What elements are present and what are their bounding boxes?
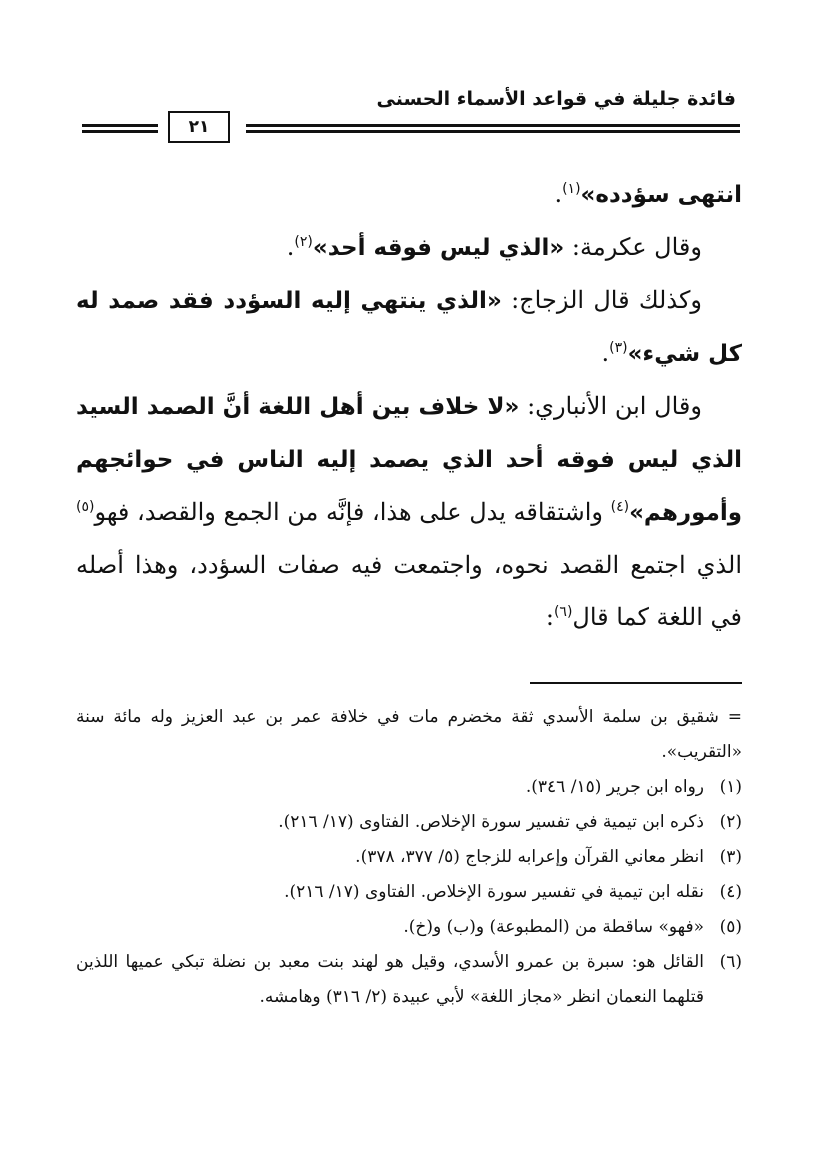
footnote-ref-1: (١) — [562, 181, 581, 197]
paragraph-zajjaj — [76, 274, 742, 380]
punct: . — [286, 233, 295, 261]
footnote-item — [76, 770, 742, 805]
footnote-ref-3: (٣) — [609, 340, 628, 356]
paragraph-ikrima — [76, 221, 742, 274]
body-text-segment: واشتقاقه يدل على هذا، فإنَّه من الجمع والقصد، فهو — [94, 498, 611, 526]
footnote-ref-4: (٤) — [610, 499, 630, 515]
footnote-number: (٥) — [719, 917, 742, 937]
paragraph-1 — [76, 168, 742, 221]
lead-text: وقال عكرمة: — [564, 233, 702, 261]
footnote-text: نقله ابن تيمية في تفسير سورة الإخلاص. الفتاوى (١٧/ ٢١٦). — [284, 882, 704, 902]
punct: . — [601, 339, 610, 367]
footnote-text: ذكره ابن تيمية في تفسير سورة الإخلاص. الفتاوى (١٧/ ٢١٦). — [278, 812, 704, 832]
footnote-item — [76, 805, 742, 840]
punct: : — [545, 603, 554, 631]
lead-text: وكذلك قال الزجاج: — [501, 286, 702, 314]
footnote-ref-2: (٢) — [294, 234, 313, 250]
footnote-item — [76, 945, 742, 1015]
body-text-segment: الذي اجتمع القصد نحوه، واجتمعت فيه صفات السؤدد، وهذا أصله في اللغة كما قال — [76, 551, 742, 631]
footnote-number: (٦) — [719, 952, 742, 972]
quote-zajjaj: «الذي ينتهي إليه السؤدد فقد صمد له كل شيء» — [76, 288, 742, 367]
footnote-item — [76, 840, 742, 875]
page-number: ٢١ — [168, 111, 230, 143]
quote-ikrima: «الذي ليس فوقه أحد» — [312, 235, 565, 261]
footnote-number: (١) — [719, 777, 742, 797]
header-rule-left — [82, 124, 158, 136]
footnote-ref-5: (٥) — [76, 499, 95, 515]
footnote-text: انظر معاني القرآن وإعرابه للزجاج (٥/ ٣٧٧، ٣٧٨). — [355, 847, 704, 867]
footnote-text: «فهو» ساقطة من (المطبوعة) و(ب) و(خ). — [403, 917, 704, 937]
running-title: فائدة جليلة في قواعد الأسماء الحسنى — [376, 88, 736, 110]
footnote-text: القائل هو: سبرة بن عمرو الأسدي، وقيل هو لهند بنت معبد بن نضلة تبكي عميها اللذين قتلهما النعمان انظر «مجاز اللغة» لأبي عبيدة (٢/ ٣١٦) وهامشه. — [76, 952, 704, 1007]
punct: . — [554, 180, 563, 208]
footnote-item — [76, 875, 742, 910]
quote-sudad: انتهى سؤدده» — [580, 182, 742, 208]
paragraph-anbari — [76, 380, 742, 643]
footnote-separator — [530, 682, 742, 684]
lead-text: وقال ابن الأنباري: — [519, 392, 702, 420]
footnotes — [76, 700, 742, 1015]
header-rule-right — [246, 124, 740, 136]
footnote-number: (٣) — [719, 847, 742, 867]
quote-anbari: «لا خلاف بين أهل اللغة أنَّ الصمد السيد الذي ليس فوقه أحد الذي يصمد إليه الناس في حوائجهم وأمورهم» — [76, 394, 743, 526]
footnote-item — [76, 910, 742, 945]
footnote-ref-6: (٦) — [553, 604, 573, 620]
footnote-number: (٢) — [719, 812, 742, 832]
footnote-number: (٤) — [719, 882, 742, 902]
main-text — [76, 168, 742, 643]
footnote-continued: = شقيق بن سلمة الأسدي ثقة مخضرم مات في خلافة عمر بن عبد العزيز وله مائة سنة «التقريب». — [76, 707, 742, 762]
footnote-text: رواه ابن جرير (١٥/ ٣٤٦). — [525, 777, 704, 797]
